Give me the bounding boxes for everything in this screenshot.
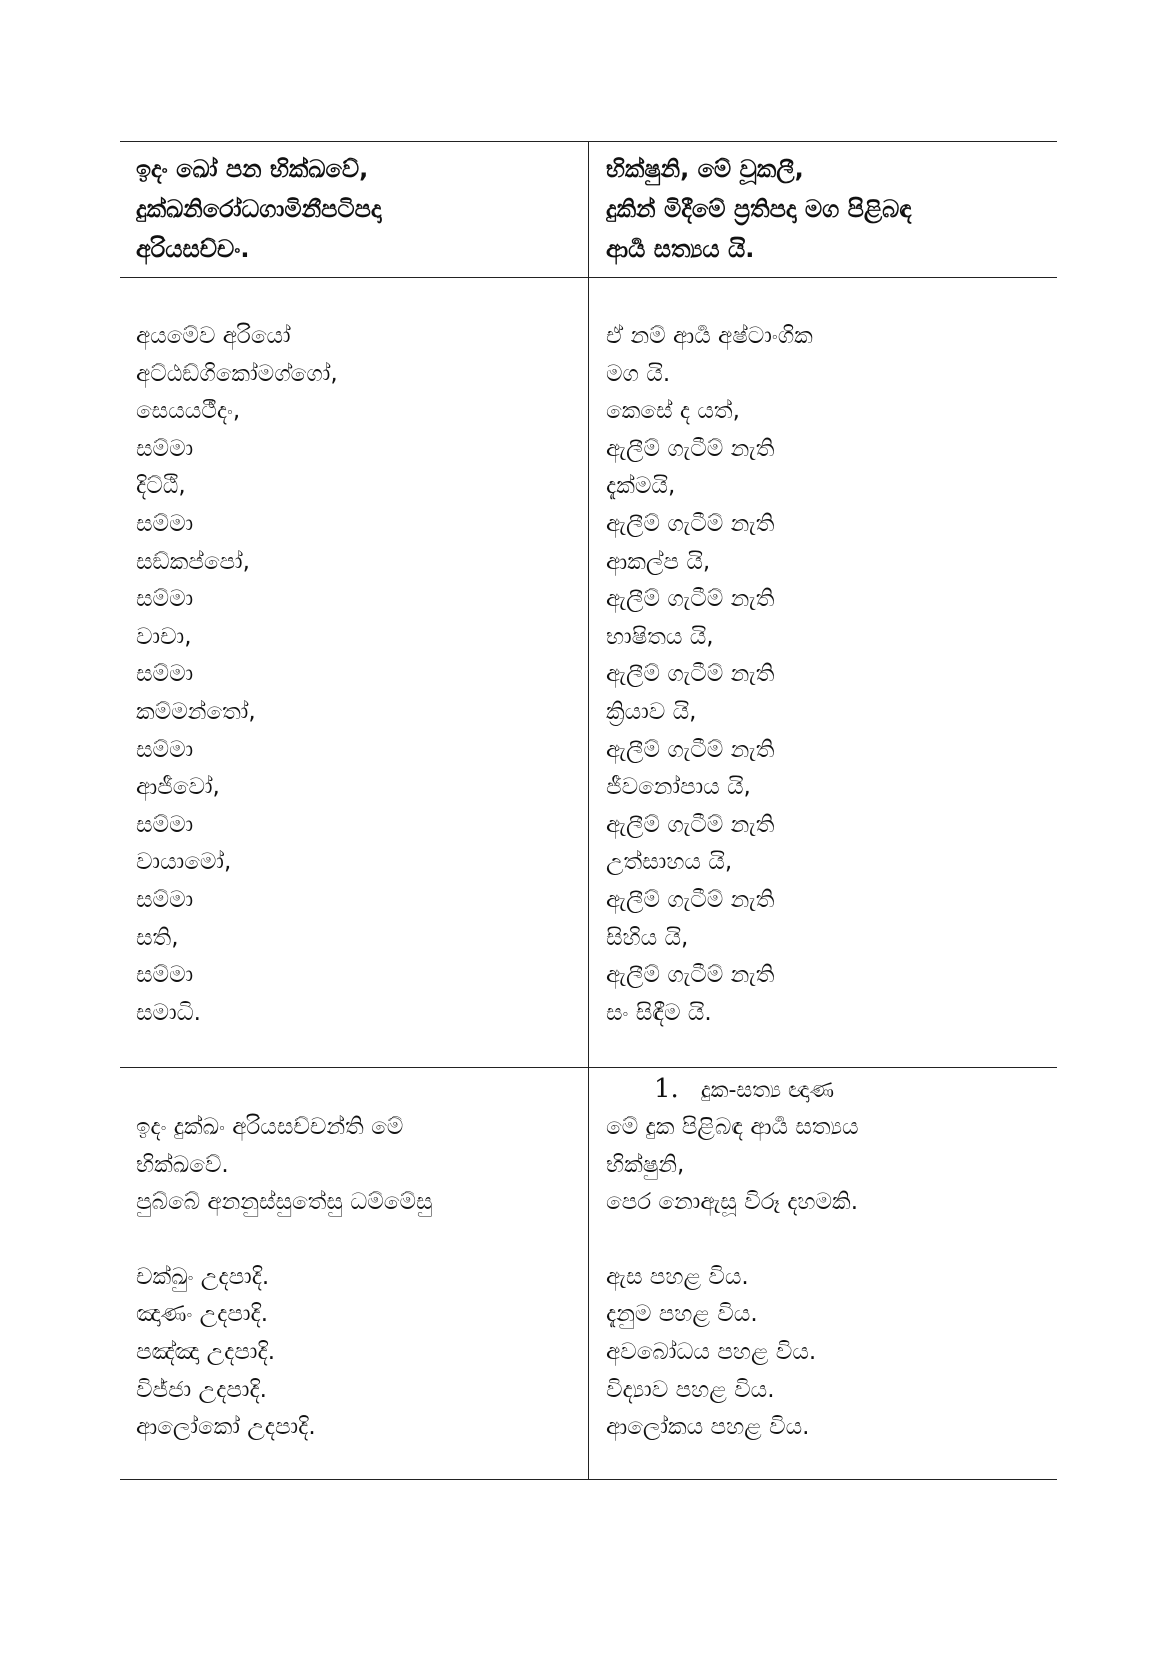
- pali-line: සම්මා: [136, 435, 194, 462]
- pali-line: අට්ඨඞ්ගිකෝමග්ගෝ,: [136, 360, 338, 387]
- sinhala-line: ආලෝකය පහළ විය.: [606, 1414, 810, 1441]
- sinhala-line: පෙර නොඇසූ විරූ දහමකි.: [606, 1189, 859, 1216]
- spacer: [136, 1222, 576, 1259]
- sinhala-line: ඇලීම් ගැටීම් නැති: [606, 435, 775, 462]
- sinhala-line: ඇලීම් ගැටීම් නැති: [606, 962, 775, 989]
- pali-line: සම්මා: [136, 886, 194, 913]
- sinhala-line: ඇලීම් ගැටීම් නැති: [606, 886, 775, 913]
- pali-line: ඤාණං උදපාදි.: [136, 1301, 269, 1328]
- row1-left-cell: [136, 149, 576, 269]
- pali-line: ආජීවෝ,: [136, 774, 220, 801]
- pali-line: ආලෝකෝ උදපාදි.: [136, 1414, 316, 1441]
- row1-right-cell: [606, 149, 1046, 269]
- sinhala-line: උත්සාහය යි,: [606, 849, 733, 876]
- pali-line: ඉදං ඛෝ පන භික්ඛවේ,: [136, 155, 369, 183]
- sinhala-line: අවබෝධය පහළ විය.: [606, 1338, 817, 1365]
- pali-line: වාචා,: [136, 623, 192, 650]
- sinhala-line: මේ දුක පිළිබඳ ආර්‍ය සත්‍යය: [606, 1114, 859, 1140]
- pali-line: සම්මා: [136, 510, 194, 537]
- sinhala-line: සං සිඳීම යි.: [606, 999, 712, 1026]
- sinhala-line: දුකින් මිදීමේ ප්‍රතිපදා මග පිළිබඳ: [606, 195, 912, 223]
- sinhala-line: භාෂිතය යි,: [606, 623, 714, 650]
- pali-line: සම්මා: [136, 586, 194, 613]
- sinhala-line: භික්ෂුනි, මේ වූකලී,: [606, 155, 804, 183]
- pali-line: පඤ්ඤා උදපාදි.: [136, 1338, 276, 1365]
- pali-line: කම්මන්තෝ,: [136, 698, 256, 725]
- sinhala-line: ඇස පහළ විය.: [606, 1263, 749, 1290]
- pali-line: සෙයයථීදං,: [136, 398, 241, 425]
- heading-text: දුක-සත්‍ය ඥාණ: [700, 1078, 835, 1103]
- pali-line: විජ්ජා උදපාදි.: [136, 1376, 267, 1403]
- column-divider: [588, 141, 589, 1479]
- table-bottom-border: [120, 1479, 1057, 1480]
- numbered-heading: [606, 1071, 1046, 1109]
- sinhala-line: දැක්මයි,: [606, 473, 676, 500]
- sinhala-line: භික්ෂුනි,: [606, 1151, 685, 1178]
- sinhala-line: ඇලීම් ගැටීම් නැති: [606, 661, 775, 688]
- heading-number: 1.: [654, 1074, 679, 1104]
- sinhala-line: විද්‍යාව පහළ විය.: [606, 1376, 775, 1403]
- pali-line: පුබ්බේ අනනුස්සුතේසු ධම්මේසු: [136, 1189, 433, 1216]
- pali-line: සම්මා: [136, 811, 194, 838]
- pali-line: සති,: [136, 924, 179, 951]
- pali-line: ඉදං දුක්ඛං අරියසච්චන්ති මේ: [136, 1114, 404, 1140]
- pali-line: දුක්ඛනිරෝධගාමිනීපටිපදා: [136, 195, 382, 223]
- row3-heading: [606, 1071, 1046, 1109]
- sinhala-line: ඇලීම් ගැටීම් නැති: [606, 586, 775, 613]
- pali-line: සම්මා: [136, 736, 194, 763]
- sinhala-line: සිහිය යි,: [606, 924, 689, 951]
- pali-line: සඞ්කප්පෝ,: [136, 548, 250, 575]
- pali-line: අරියසච්චං.: [136, 235, 250, 263]
- pali-line: සම්මා: [136, 962, 194, 989]
- row3-right-cell: [606, 1109, 1046, 1447]
- sinhala-line: දැනුම පහළ විය.: [606, 1301, 758, 1328]
- pali-line: දිට්ඨි,: [136, 473, 186, 500]
- pali-line: වායාමෝ,: [136, 849, 232, 876]
- sinhala-line: කෙසේ ද යත්,: [606, 398, 740, 425]
- row3-left-cell: [136, 1109, 576, 1447]
- pali-line: සමාධි.: [136, 999, 201, 1026]
- spacer: [606, 1222, 1046, 1259]
- sinhala-line: මග යි.: [606, 360, 671, 387]
- sinhala-line: ආකල්ප යි,: [606, 548, 711, 575]
- sinhala-line: ඒ නම් ආර්‍ය අෂ්ටාංගික: [606, 323, 813, 349]
- row2-left-cell: [136, 318, 576, 1032]
- pali-line: අයමේව අරියෝ: [136, 323, 291, 349]
- sinhala-line: ආර්‍ය සත්‍යය යි.: [606, 235, 755, 263]
- sinhala-line: ඇලීම් ගැටීම් නැති: [606, 510, 775, 537]
- pali-line: භික්ඛවේ.: [136, 1151, 229, 1178]
- sinhala-line: ඇලීම් ගැටීම් නැති: [606, 736, 775, 763]
- pali-line: චක්ඛුං උදපාදි.: [136, 1263, 270, 1290]
- sinhala-line: ඇලීම් ගැටීම් නැති: [606, 811, 775, 838]
- sinhala-line: ක්‍රියාව යි,: [606, 698, 697, 725]
- sinhala-line: ජීවනෝපාය යි,: [606, 774, 751, 801]
- pali-line: සම්මා: [136, 661, 194, 688]
- row2-right-cell: [606, 318, 1046, 1032]
